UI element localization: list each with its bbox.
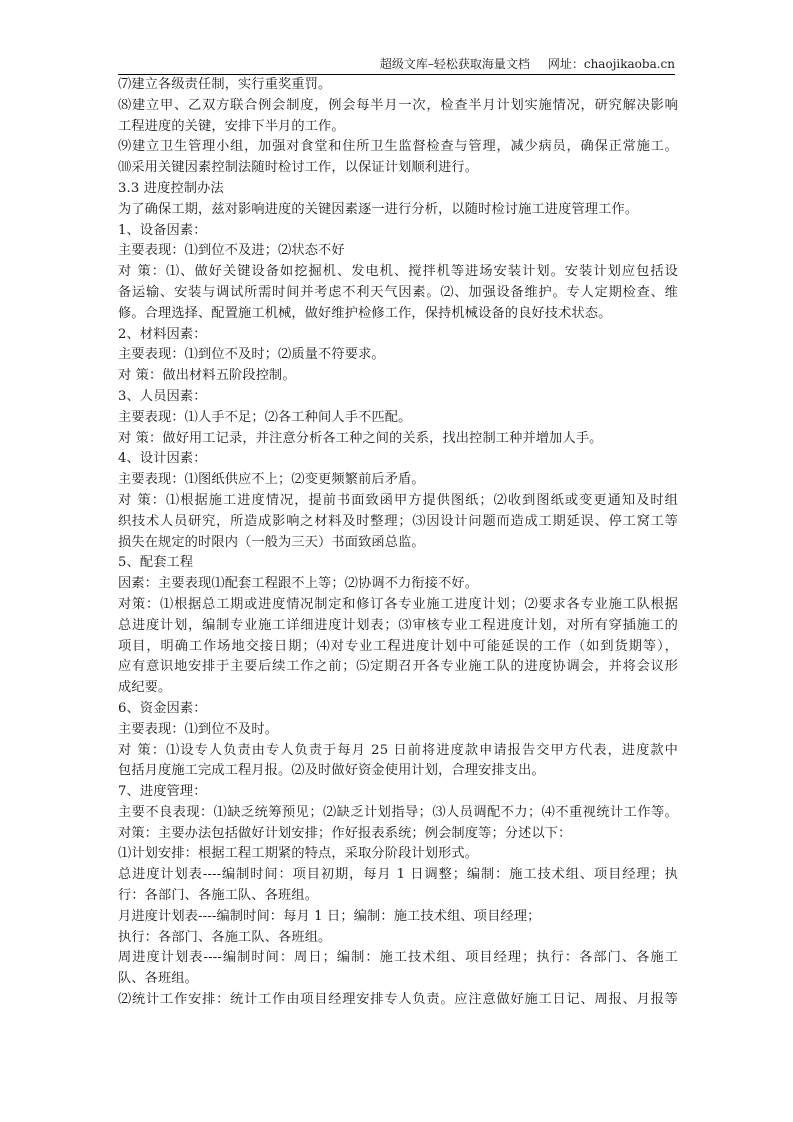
text-line: 成纪要。 — [118, 680, 172, 696]
text-line: 对 策：⑴、做好关键设备如挖掘机、发电机、搅拌机等进场安装计划。安装计划应包括设 — [118, 264, 678, 280]
text-line: 主要表现：⑴到位不及时。 — [118, 721, 279, 737]
text-line: 主要表现：⑴到位不及进；⑵状态不好 — [118, 243, 345, 259]
text-line: 包括月度施工完成工程月报。⑵及时做好资金使用计划，合理安排支出。 — [118, 763, 545, 779]
text-line: 3.3 进度控制办法 — [118, 180, 224, 196]
text-line: 对策：主要办法包括做好计划安排；作好报表系统；例会制度等；分述以下： — [118, 825, 572, 841]
text-line: 队、各班组。 — [118, 971, 199, 987]
text-line: ⑵统计工作安排：统计工作由项目经理安排专人负责。应注意做好施工日记、周报、月报等 — [118, 992, 678, 1008]
text-line: 对 策：做好用工记录，并注意分析各工种之间的关系，找出控制工种并增加人手。 — [118, 430, 603, 446]
text-line: 织技术人员研究，所造成影响之材料及时整理；⑶因设计问题而造成工期延误、停工窝工等 — [118, 513, 678, 529]
text-line: 对策：⑴根据总工期或进度情况制定和修订各专业施工进度计划；⑵要求各专业施工队根据 — [118, 596, 678, 612]
text-line: 修。合理选择、配置施工机械，做好维护检修工作，保持机械设备的良好技术状态。 — [118, 305, 612, 321]
text-line: 对 策：做出材料五阶段控制。 — [118, 368, 296, 384]
text-line: 主要表现：⑴到位不及时；⑵质量不符要求。 — [118, 347, 385, 363]
text-line: ⑽采用关键因素控制法随时检讨工作，以保证计划顺利进行。 — [118, 160, 479, 176]
text-line: 项目，明确工作场地交接日期；⑷对专业工程进度计划中可能延误的工作（如到货期等）， — [118, 638, 678, 654]
text-line: 周进度计划表----编制时间：周日；编制：施工技术组、项目经理；执行：各部门、各施工 — [118, 950, 678, 966]
text-line: ⑻建立甲、乙双方联合例会制度，例会每半月一次，检查半月计划实施情况，研究解决影响 — [118, 97, 678, 113]
text-line: 总进度计划表----编制时间：项目初期，每月 1 日调整；编制：施工技术组、项目经理；执 — [118, 867, 678, 883]
page-header — [118, 56, 675, 75]
text-line: 5、配套工程 — [118, 555, 194, 571]
document-body — [118, 75, 678, 1011]
text-line: ⑺建立各级责任制，实行重奖重罚。 — [118, 77, 332, 92]
text-line: ⑴计划安排：根据工程工期紧的特点，采取分阶段计划形式。 — [118, 846, 479, 862]
text-line: 主要表现：⑴人手不足；⑵各工种间人手不匹配。 — [118, 409, 412, 425]
text-line: 损失在规定的时限内（一般为三天）书面致函总监。 — [118, 534, 425, 550]
text-line: 备运输、安装与调试所需时间并考虑不利天气因素。⑵、加强设备维护。专人定期检查、维 — [118, 284, 678, 300]
text-line: 对 策：⑴根据施工进度情况，提前书面致函甲方提供图纸；⑵收到图纸或变更通知及时组 — [118, 492, 678, 508]
text-line: 4、设计因素： — [118, 451, 207, 467]
text-line: 1、设备因素： — [118, 222, 207, 238]
text-line: 2、材料因素： — [118, 326, 207, 342]
text-line: 总进度计划，编制专业施工详细进度计划表；⑶审核专业工程进度计划，对所有穿插施工的 — [118, 617, 678, 633]
text-line: 月进度计划表----编制时间：每月 1 日；编制：施工技术组、项目经理； — [118, 908, 541, 924]
text-line: 3、人员因素： — [118, 388, 207, 404]
text-line: 执行：各部门、各施工队、各班组。 — [118, 929, 332, 945]
text-line: 6、资金因素： — [118, 700, 207, 716]
text-line: 应有意识地安排于主要后续工作之前；⑸定期召开各专业施工队的进度协调会，并将会议形 — [118, 659, 678, 675]
text-line: 为了确保工期，兹对影响进度的关键因素逐一进行分析，以随时检讨施工进度管理工作。 — [118, 201, 639, 217]
text-line: 主要不良表现：⑴缺乏统筹预见；⑵缺乏计划指导；⑶人员调配不力；⑷不重视统计工作等。 — [118, 804, 678, 820]
text-line: 对 策：⑴设专人负责由专人负责于每月 25 日前将进度款申请报告交甲方代表，进度款中 — [118, 742, 678, 758]
text-line: 7、进度管理： — [118, 784, 207, 800]
header-site-url: 网址：chaojikaoba.cn — [547, 57, 675, 71]
header-library-title: 超级文库–轻松获取海量文档 — [379, 57, 530, 71]
text-line: ⑼建立卫生管理小组，加强对食堂和住所卫生监督检查与管理，减少病员，确保正常施工。 — [118, 139, 678, 155]
text-line: 因素：主要表现⑴配套工程跟不上等；⑵协调不力衔接不好。 — [118, 576, 479, 592]
text-line: 行：各部门、各施工队、各班组。 — [118, 888, 319, 904]
text-line: 主要表现：⑴图纸供应不上；⑵变更频繁前后矛盾。 — [118, 472, 425, 488]
text-line: 工程进度的关键，安排下半月的工作。 — [118, 118, 345, 134]
